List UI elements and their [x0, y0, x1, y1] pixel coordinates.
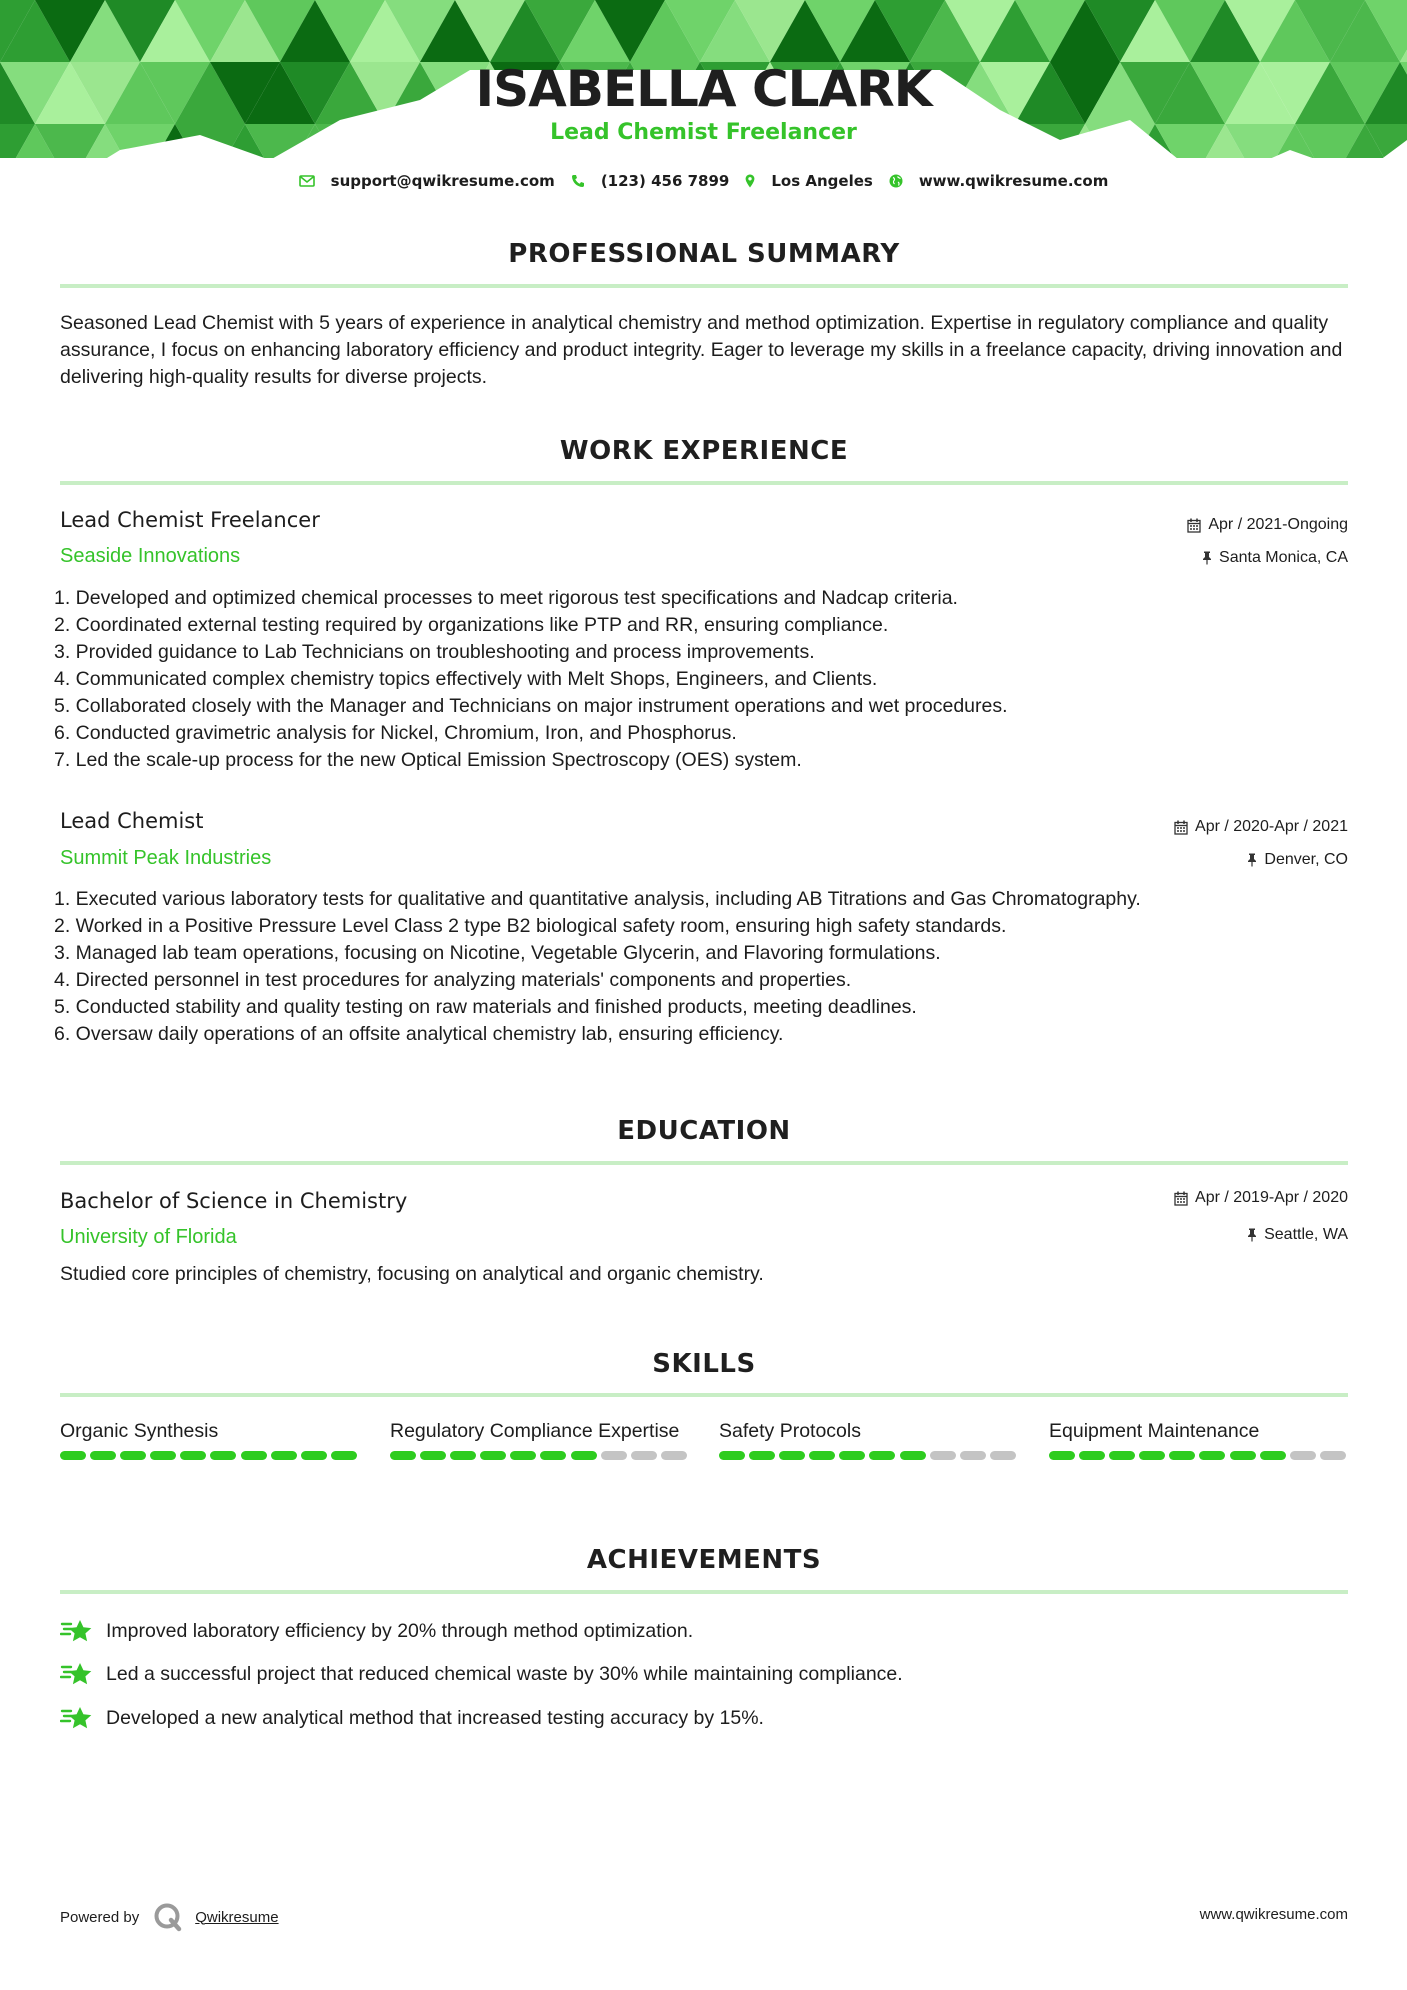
- list-item: 6. Conducted gravimetric analysis for Nickel, Chromium, Iron, and Phosphorus.: [54, 722, 737, 744]
- skill-dot: [839, 1451, 865, 1460]
- contact-email[interactable]: [299, 172, 555, 190]
- skill-level: [1049, 1451, 1351, 1460]
- achievements-heading: ACHIEVEMENTS: [586, 1545, 822, 1575]
- education-dates: [1174, 1189, 1348, 1207]
- job-title: Lead Chemist Freelancer: [60, 508, 320, 532]
- skill-dot: [420, 1451, 446, 1460]
- list-item: 3. Managed lab team operations, focusing on Nicotine, Vegetable Glycerin, and Flavoring formulations.: [54, 942, 941, 964]
- map-pin-icon: [745, 174, 755, 188]
- skill-level: [60, 1451, 362, 1460]
- skill-dot: [779, 1451, 805, 1460]
- job-bullets: [54, 886, 1354, 1048]
- skills-divider: [60, 1393, 1348, 1397]
- globe-icon: [889, 174, 903, 188]
- phone-text: (123) 456 7899: [600, 172, 730, 190]
- experience-divider: [60, 481, 1348, 485]
- summary-heading: PROFESSIONAL SUMMARY: [508, 239, 900, 269]
- skill-dot: [120, 1451, 146, 1460]
- education-location-text: Seattle, WA: [1264, 1226, 1348, 1243]
- list-item: 7. Led the scale-up process for the new Optical Emission Spectroscopy (OES) system.: [54, 749, 802, 771]
- star-icon: [60, 1618, 94, 1644]
- job-dates-text: Apr / 2020-Apr / 2021: [1195, 818, 1348, 835]
- skill-item: [390, 1418, 692, 1460]
- skill-dot: [749, 1451, 775, 1460]
- achievement-text: Improved laboratory efficiency by 20% through method optimization.: [106, 1619, 694, 1642]
- job-company: Seaside Innovations: [60, 545, 241, 567]
- job-dates-text: Apr / 2021-Ongoing: [1208, 516, 1348, 533]
- skill-dot: [1260, 1451, 1286, 1460]
- calendar-icon: [1174, 820, 1188, 835]
- list-item: 2. Worked in a Positive Pressure Level Class 2 type B2 biological safety room, ensuring high safety standards.: [54, 915, 1007, 937]
- job-bullets: [54, 585, 1354, 774]
- skill-dot: [960, 1451, 986, 1460]
- job-location: [1247, 851, 1348, 869]
- skill-dot: [719, 1451, 745, 1460]
- skills-heading: SKILLS: [652, 1349, 756, 1379]
- contact-website[interactable]: [889, 172, 1109, 190]
- achievement-text: Developed a new analytical method that increased testing accuracy by 15%.: [106, 1706, 764, 1729]
- education-location: [1247, 1226, 1348, 1244]
- skill-level: [390, 1451, 692, 1460]
- experience-heading: WORK EXPERIENCE: [559, 436, 849, 466]
- skill-name: Equipment Maintenance: [1049, 1420, 1260, 1442]
- skill-dot: [331, 1451, 357, 1460]
- skill-dot: [540, 1451, 566, 1460]
- calendar-icon: [1174, 1191, 1188, 1206]
- list-item: 5. Collaborated closely with the Manager and Technicians on major instrument operations and wet procedures.: [54, 695, 1008, 717]
- skill-dot: [1109, 1451, 1135, 1460]
- skill-dot: [571, 1451, 597, 1460]
- skill-dot: [150, 1451, 176, 1460]
- education-heading: EDUCATION: [617, 1116, 791, 1146]
- skill-dot: [1079, 1451, 1105, 1460]
- education-description: Studied core principles of chemistry, focusing on analytical and organic chemistry.: [60, 1263, 764, 1285]
- job-location-text: Denver, CO: [1264, 851, 1348, 868]
- qwikresume-link[interactable]: Qwikresume: [195, 1908, 279, 1926]
- skill-item: [1049, 1418, 1351, 1460]
- skill-dot: [60, 1451, 86, 1460]
- skill-dot: [390, 1451, 416, 1460]
- skill-item: [60, 1418, 362, 1460]
- candidate-name: ISABELLA CLARK: [475, 60, 932, 118]
- achievements-divider: [60, 1590, 1348, 1594]
- achievement-item: [60, 1705, 764, 1731]
- achievement-item: [60, 1661, 903, 1687]
- summary-divider: [60, 284, 1348, 288]
- contact-location: [745, 172, 872, 190]
- skill-name: Regulatory Compliance Expertise: [390, 1420, 680, 1442]
- school-name: University of Florida: [60, 1226, 237, 1248]
- job-location-text: Santa Monica, CA: [1219, 549, 1348, 566]
- job-dates: [1187, 516, 1348, 534]
- envelope-icon: [299, 175, 315, 187]
- skill-dot: [1169, 1451, 1195, 1460]
- skill-dot: [1139, 1451, 1165, 1460]
- education-dates-text: Apr / 2019-Apr / 2020: [1195, 1189, 1348, 1206]
- powered-by-label: Powered by: [60, 1908, 140, 1926]
- skill-dot: [900, 1451, 926, 1460]
- skill-dot: [1230, 1451, 1256, 1460]
- contact-bar: [0, 172, 1407, 190]
- skill-dot: [180, 1451, 206, 1460]
- skill-dot: [661, 1451, 687, 1460]
- pushpin-icon: [1202, 551, 1212, 565]
- job-location: [1202, 549, 1348, 567]
- skill-dot: [1049, 1451, 1075, 1460]
- email-text: support@qwikresume.com: [330, 172, 555, 190]
- location-text: Los Angeles: [771, 172, 873, 190]
- skill-dot: [930, 1451, 956, 1460]
- pushpin-icon: [1247, 853, 1257, 867]
- skill-dot: [301, 1451, 327, 1460]
- skill-dot: [1199, 1451, 1225, 1460]
- summary-text: Seasoned Lead Chemist with 5 years of experience in analytical chemistry and method optimization. Expertise in regulatory compliance and quality assurance, I focus on enhancing laboratory efficiency and product integrity. Eager to leverage my skills in a freelance capacity, driving innovation and delivering high-quality results for diverse projects.: [60, 312, 1343, 388]
- list-item: 6. Oversaw daily operations of an offsite analytical chemistry lab, ensuring efficiency.: [54, 1023, 784, 1045]
- contact-phone[interactable]: [571, 172, 730, 190]
- degree-title: Bachelor of Science in Chemistry: [60, 1189, 408, 1213]
- skill-level: [719, 1451, 1021, 1460]
- qwikresume-logo: [153, 1902, 183, 1932]
- list-item: 4. Directed personnel in test procedures for analyzing materials' components and properties.: [54, 969, 852, 991]
- skill-dot: [241, 1451, 267, 1460]
- skill-dot: [450, 1451, 476, 1460]
- education-divider: [60, 1161, 1348, 1165]
- skill-name: Safety Protocols: [719, 1420, 861, 1442]
- skill-name: Organic Synthesis: [60, 1420, 219, 1442]
- skill-dot: [809, 1451, 835, 1460]
- skill-dot: [631, 1451, 657, 1460]
- skill-item: [719, 1418, 1021, 1460]
- list-item: 5. Conducted stability and quality testing on raw materials and finished products, meeting deadlines.: [54, 996, 917, 1018]
- list-item: 1. Developed and optimized chemical processes to meet rigorous test specifications and Nadcap criteria.: [54, 587, 958, 609]
- footer-powered: [60, 1902, 279, 1932]
- achievement-text: Led a successful project that reduced chemical waste by 30% while maintaining compliance.: [106, 1662, 903, 1685]
- skill-dot: [210, 1451, 236, 1460]
- job-title: Lead Chemist: [60, 809, 204, 833]
- website-text: www.qwikresume.com: [918, 172, 1109, 190]
- job-company: Summit Peak Industries: [60, 847, 272, 869]
- footer-website[interactable]: www.qwikresume.com: [1199, 1906, 1348, 1923]
- pushpin-icon: [1247, 1228, 1257, 1242]
- skill-dot: [1290, 1451, 1316, 1460]
- calendar-icon: [1187, 518, 1201, 533]
- job-dates: [1174, 818, 1348, 836]
- skill-dot: [510, 1451, 536, 1460]
- skill-dot: [480, 1451, 506, 1460]
- list-item: 3. Provided guidance to Lab Technicians on troubleshooting and process improvements.: [54, 641, 815, 663]
- skill-dot: [1320, 1451, 1346, 1460]
- achievement-item: [60, 1618, 693, 1644]
- list-item: 1. Executed various laboratory tests for qualitative and quantitative analysis, including AB Titrations and Gas Chromatography.: [54, 888, 1141, 910]
- skill-dot: [90, 1451, 116, 1460]
- candidate-role: Lead Chemist Freelancer: [550, 120, 857, 145]
- skill-dot: [869, 1451, 895, 1460]
- skill-dot: [271, 1451, 297, 1460]
- star-icon: [60, 1661, 94, 1687]
- skill-dot: [601, 1451, 627, 1460]
- star-icon: [60, 1705, 94, 1731]
- skill-dot: [990, 1451, 1016, 1460]
- list-item: 2. Coordinated external testing required by organizations like PTP and RR, ensuring compliance.: [54, 614, 889, 636]
- phone-icon: [571, 174, 585, 188]
- list-item: 4. Communicated complex chemistry topics effectively with Melt Shops, Engineers, and Clients.: [54, 668, 878, 690]
